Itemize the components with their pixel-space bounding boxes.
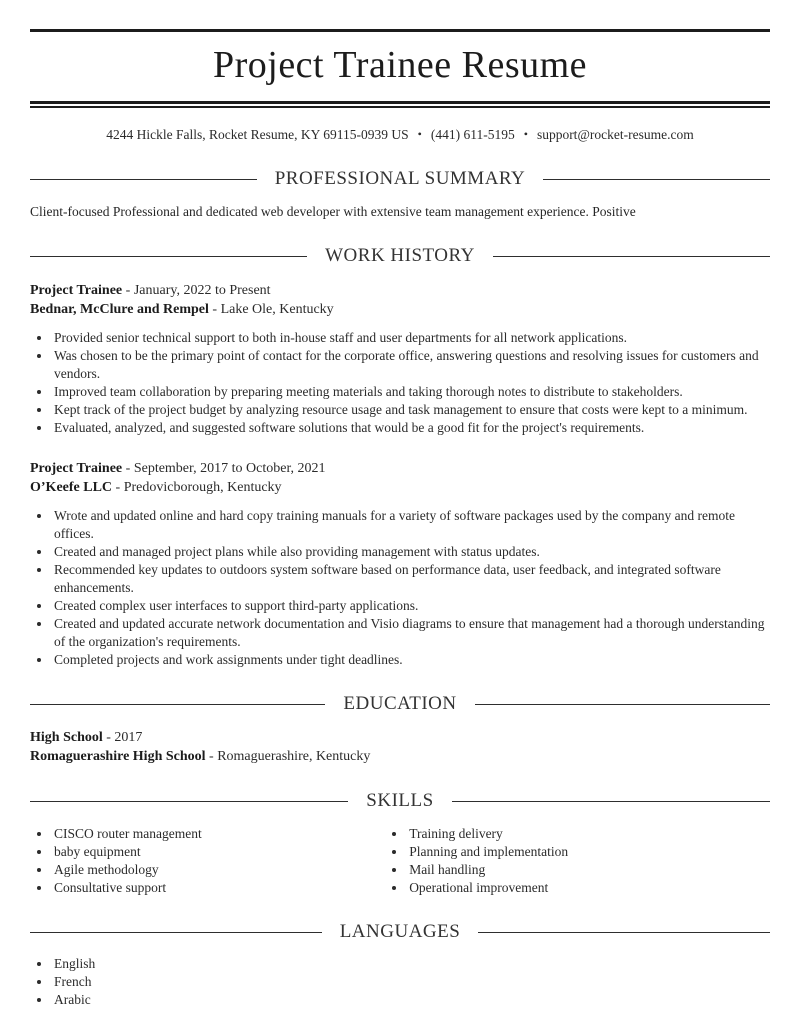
job-dates: January, 2022 to Present xyxy=(133,283,271,298)
job-location: Lake Ole, Kentucky xyxy=(220,302,334,317)
section-heading-languages xyxy=(30,921,770,943)
section-title: SKILLS xyxy=(366,790,434,811)
section-title: PROFESSIONAL SUMMARY xyxy=(274,168,526,189)
heading-rule-right xyxy=(478,932,770,933)
heading-rule-right xyxy=(493,256,770,257)
list-item: • Arabic xyxy=(52,991,770,1009)
top-rule xyxy=(30,29,770,32)
dash: - xyxy=(112,480,124,495)
education-school-line xyxy=(30,747,770,766)
summary-text: Client-focused Professional and dedicated web developer with extensive team management experience. Positive xyxy=(30,204,636,219)
contact-separator: • xyxy=(523,127,528,141)
contact-line xyxy=(30,125,770,144)
list-item: • Improved team collaboration by preparing meeting materials and taking thorough notes to distribute to stakeholders. xyxy=(52,383,770,401)
dash: - xyxy=(208,302,221,317)
heading-rule-right xyxy=(543,179,770,180)
job-entry xyxy=(30,281,770,437)
section-title: WORK HISTORY xyxy=(325,245,475,266)
skills-list-left xyxy=(30,825,385,897)
education-degree: High School xyxy=(30,730,103,745)
skills-column-right xyxy=(385,815,770,897)
job-title-line xyxy=(30,281,770,300)
job-company-line xyxy=(30,478,770,497)
list-item: • Created and updated accurate network documentation and Visio diagrams to ensure that management had a thorough understanding of the organization's requirements. xyxy=(52,615,770,651)
list-item: • Operational improvement xyxy=(407,879,770,897)
section-title: EDUCATION xyxy=(343,693,457,714)
section-heading-work-history xyxy=(30,245,770,267)
section-title: LANGUAGES xyxy=(339,921,461,942)
heading-rule-right xyxy=(475,704,770,705)
education-year: 2017 xyxy=(114,730,143,745)
list-item: • Agile methodology xyxy=(52,861,385,879)
skills-list-right xyxy=(385,825,770,897)
page-title: Project Trainee Resume xyxy=(212,44,588,86)
list-item: • Completed projects and work assignments under tight deadlines. xyxy=(52,651,770,669)
list-item: • Mail handling xyxy=(407,861,770,879)
list-item: • Consultative support xyxy=(52,879,385,897)
list-item: • CISCO router management xyxy=(52,825,385,843)
contact-address: 4244 Hickle Falls, Rocket Resume, KY 69115-0939 US xyxy=(106,127,409,142)
list-item: • Wrote and updated online and hard copy training manuals for a variety of software packages used by the company and remote offices. xyxy=(52,507,770,543)
job-title: Project Trainee xyxy=(30,283,123,298)
title-divider xyxy=(30,101,770,108)
skills-columns xyxy=(30,815,770,897)
heading-rule-left xyxy=(30,704,325,705)
section-heading-professional-summary xyxy=(30,168,770,190)
skills-column-left xyxy=(30,815,385,897)
dash: - xyxy=(122,461,134,476)
list-item: • Kept track of the project budget by analyzing resource usage and task management to ensure that costs were kept to a minimum. xyxy=(52,401,770,419)
list-item: • French xyxy=(52,973,770,991)
job-title: Project Trainee xyxy=(30,461,123,476)
list-item: • Recommended key updates to outdoors system software based on performance data, user feedback, and integrated software enhancements. xyxy=(52,561,770,597)
languages-block xyxy=(30,955,770,1009)
job-location: Predovicborough, Kentucky xyxy=(123,480,282,495)
list-item: • Created and managed project plans while also providing management with status updates. xyxy=(52,543,770,561)
heading-rule-left xyxy=(30,256,307,257)
job-company: Bednar, McClure and Rempel xyxy=(30,302,209,317)
education-location: Romaguerashire, Kentucky xyxy=(217,749,371,764)
contact-separator: • xyxy=(417,127,422,141)
section-heading-skills xyxy=(30,790,770,812)
heading-rule-left xyxy=(30,801,348,802)
list-item: • baby equipment xyxy=(52,843,385,861)
job-entry xyxy=(30,459,770,669)
list-item: • Created complex user interfaces to support third-party applications. xyxy=(52,597,770,615)
list-item: • Training delivery xyxy=(407,825,770,843)
dash: - xyxy=(102,730,115,745)
heading-rule-left xyxy=(30,932,322,933)
heading-rule-right xyxy=(452,801,770,802)
list-item: • Planning and implementation xyxy=(407,843,770,861)
heading-rule-left xyxy=(30,179,257,180)
contact-email: support@rocket-resume.com xyxy=(536,127,694,142)
job-company-line xyxy=(30,300,770,319)
dash: - xyxy=(205,749,218,764)
education-entry xyxy=(30,728,770,766)
job-company: O’Keefe LLC xyxy=(30,480,113,495)
list-item: • Evaluated, analyzed, and suggested software solutions that would be a good fit for the project's requirements. xyxy=(52,419,770,437)
job-dates: September, 2017 to October, 2021 xyxy=(133,461,326,476)
job-bullet-list xyxy=(30,507,770,669)
contact-phone: (441) 611-5195 xyxy=(430,127,515,142)
list-item: • Was chosen to be the primary point of contact for the corporate office, answering questions and resolving issues for customers and vendors. xyxy=(52,347,770,383)
education-school: Romaguerashire High School xyxy=(30,749,206,764)
education-degree-line xyxy=(30,728,770,747)
section-heading-education xyxy=(30,693,770,715)
dash: - xyxy=(122,283,134,298)
job-bullet-list xyxy=(30,329,770,437)
job-title-line xyxy=(30,459,770,478)
list-item: • Provided senior technical support to both in-house staff and user departments for all network applications. xyxy=(52,329,770,347)
list-item: • English xyxy=(52,955,770,973)
languages-list xyxy=(30,955,770,1009)
